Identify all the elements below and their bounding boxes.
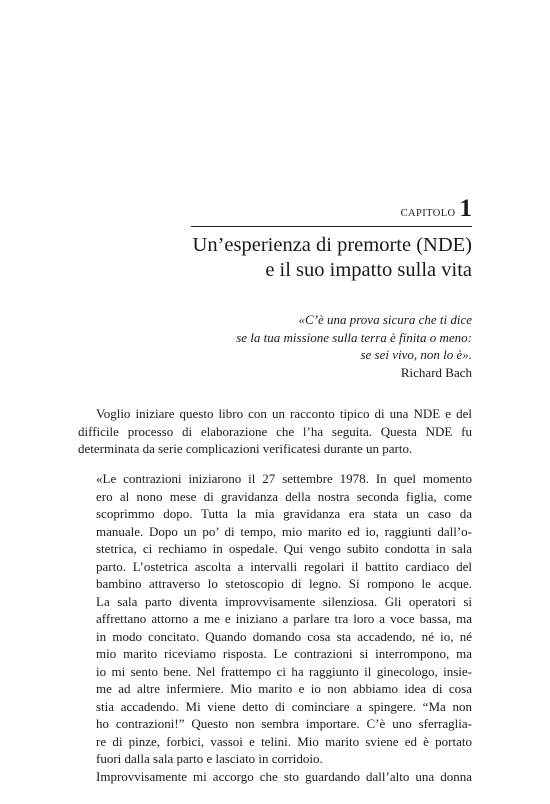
testimony-line: fuori dalla sala parto e lasciato in corridoio. [96,751,323,766]
chapter-rule [191,226,472,227]
quoted-testimony [78,470,472,785]
chapter-number: 1 [459,195,472,222]
testimony-line: ero al nono mese di gravidanza della nostra seconda figlia, come [96,488,472,504]
testimony-line: io mi sento bene. Nel frattempo ci ha raggiunto il ginecologo, insie- [96,663,472,679]
chapter-title [152,233,472,283]
epigraph-author: Richard Bach [400,364,472,380]
intro-paragraph: Voglio iniziare questo libro con un racconto tipico di una NDE e del difficile processo di elaborazione che l’ha seguita. Questa NDE fu determinata da serie complicazioni verificatesi durante un parto. [78,406,472,456]
epigraph-line: se la tua missione sulla terra è finita o meno: [236,329,472,345]
testimony-line: parto. L’ostetrica ascolta a intervalli regolari il battito cardiaco del [96,558,472,574]
testimony-line: stetrica, ci rechiamo in ospedale. Qui vengo subito condotta in sala [96,541,472,556]
testimony-line: mio marito riceviamo risposta. Le contrazioni si interrompono, ma [96,646,472,661]
testimony-line: La sala parto diventa improvvisamente silenziosa. Gli operatori si [96,593,472,609]
testimony-line: scoprimmo dopo. Tutta la mia gravidanza era stata un caso da [96,506,472,521]
testimony-line: «Le contrazioni iniziarono il 27 settembre 1978. In quel momento [96,471,472,486]
chapter-title-line-1: Un’esperienza di premorte (NDE) [192,234,472,256]
epigraph [152,311,472,381]
testimony-line: bambino attraverso lo stetoscopio di legno. Si rompono le acque. [96,576,472,591]
testimony-line: manuale. Dopo un po’ di tempo, mio marito ed io, raggiunti dall’o- [96,523,472,539]
testimony-line: me ad altre infermiere. Mio marito e io non abbiamo idea di cosa [96,681,472,696]
chapter-word: CAPITOLO [400,208,456,219]
testimony-line: Improvvisamente mi accorgo che sto guardando dall’alto una donna [96,768,472,784]
testimony-line: re di pinze, forbici, vassoi e telini. Mio marito sviene ed è portato [96,733,472,749]
epigraph-line: «C’è una prova sicura che ti dice [298,312,472,327]
chapter-title-line-2: e il suo impatto sulla vita [265,259,472,281]
testimony-line: ho contrazioni!” Questo non sembra importare. C’è uno sferraglia- [96,716,472,731]
epigraph-line: se sei vivo, non lo è». [360,347,472,362]
testimony-line: stia accadendo. Mi viene detto di cominciare a spingere. “Ma non [96,698,472,714]
chapter-heading [401,196,472,221]
testimony-line: in modo concitato. Quando domando cosa sta accadendo, né io, né [96,628,472,644]
testimony-line: affrettano attorno a me e iniziano a parlare tra loro a voce bassa, ma [96,611,472,626]
